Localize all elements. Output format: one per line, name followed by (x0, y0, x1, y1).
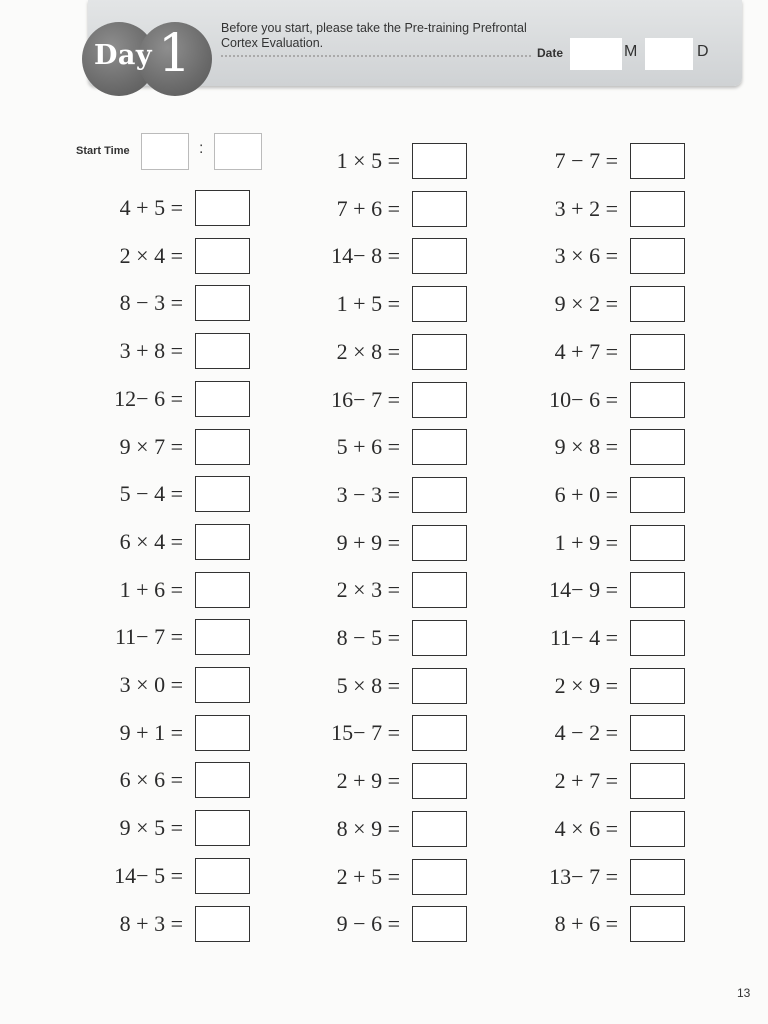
instruction-text: Before you start, please take the Pre-training Prefrontal Cortex Evaluation. (221, 21, 527, 50)
problem-expression: 9 × 8 = (554, 434, 618, 459)
answer-box[interactable] (195, 476, 250, 512)
problem-row (267, 477, 467, 513)
answer-box[interactable] (195, 572, 250, 608)
day-badge (82, 22, 212, 96)
problem-row (485, 525, 685, 561)
date-label: Date (537, 46, 564, 60)
answer-box[interactable] (630, 859, 685, 895)
problem-expression: 9 + 1 = (119, 720, 183, 745)
problem-expression: 1 + 9 = (554, 530, 618, 555)
answer-box[interactable] (412, 429, 467, 465)
date-month-field[interactable] (570, 38, 622, 70)
answer-box[interactable] (630, 382, 685, 418)
problem-row (50, 476, 250, 512)
answer-box[interactable] (412, 238, 467, 274)
answer-box[interactable] (195, 619, 250, 655)
start-time-minute-field[interactable] (214, 133, 262, 170)
problem-row (50, 858, 250, 894)
problem-expression: 2 + 5 = (336, 864, 400, 889)
problem-row (50, 906, 250, 942)
problem-expression: 3 × 6 = (554, 243, 618, 268)
problem-row (485, 477, 685, 513)
problem-expression: 2 × 9 = (554, 673, 618, 698)
answer-box[interactable] (195, 524, 250, 560)
day-number: 1 (158, 24, 192, 84)
start-time-label: Start Time (76, 145, 130, 157)
problem-expression: 1 + 6 = (119, 577, 183, 602)
answer-box[interactable] (412, 763, 467, 799)
answer-box[interactable] (412, 143, 467, 179)
problem-expression: 8 + 3 = (119, 911, 183, 936)
problem-row (267, 572, 467, 608)
answer-box[interactable] (195, 190, 250, 226)
problem-row (50, 285, 250, 321)
page-number: 13 (737, 986, 751, 1000)
problem-expression: 7 + 6 = (336, 196, 400, 221)
problem-expression: 2 + 9 = (336, 768, 400, 793)
answer-box[interactable] (412, 906, 467, 942)
answer-box[interactable] (630, 525, 685, 561)
problem-expression: 4 + 7 = (554, 339, 618, 364)
answer-box[interactable] (195, 906, 250, 942)
date-day-field[interactable] (645, 38, 693, 70)
problem-expression: 3 × 0 = (119, 672, 183, 697)
problem-row (267, 763, 467, 799)
problem-expression: 12− 6 = (114, 386, 183, 411)
problem-expression: 1 + 5 = (336, 291, 400, 316)
problem-expression: 14− 9 = (549, 577, 618, 602)
answer-box[interactable] (195, 667, 250, 703)
problem-expression: 8 × 9 = (336, 816, 400, 841)
answer-box[interactable] (412, 477, 467, 513)
problem-expression: 8 + 6 = (554, 911, 618, 936)
day-unit-label: D (697, 43, 709, 60)
problem-expression: 15− 7 = (331, 720, 400, 745)
answer-box[interactable] (195, 285, 250, 321)
problem-row (485, 859, 685, 895)
problem-row (485, 382, 685, 418)
dotted-divider (221, 55, 531, 57)
problem-row (50, 429, 250, 465)
answer-box[interactable] (630, 715, 685, 751)
problem-expression: 14− 5 = (114, 863, 183, 888)
answer-box[interactable] (412, 572, 467, 608)
answer-box[interactable] (195, 333, 250, 369)
answer-box[interactable] (630, 763, 685, 799)
problem-row (50, 619, 250, 655)
answer-box[interactable] (630, 143, 685, 179)
problem-row (485, 572, 685, 608)
problem-expression: 4 + 5 = (119, 195, 183, 220)
start-time-separator: : (199, 140, 204, 157)
problem-row (267, 811, 467, 847)
answer-box[interactable] (412, 525, 467, 561)
problem-expression: 3 − 3 = (336, 482, 400, 507)
problem-row (267, 715, 467, 751)
problem-expression: 6 × 6 = (119, 767, 183, 792)
problem-row (267, 859, 467, 895)
problem-row (485, 429, 685, 465)
problem-row (485, 238, 685, 274)
problem-row (485, 763, 685, 799)
problem-row (50, 524, 250, 560)
problem-row (485, 191, 685, 227)
problem-row (50, 572, 250, 608)
answer-box[interactable] (630, 811, 685, 847)
answer-box[interactable] (630, 191, 685, 227)
problem-row (50, 715, 250, 751)
problem-expression: 9 × 7 = (119, 434, 183, 459)
problem-expression: 7 − 7 = (554, 148, 618, 173)
problem-expression: 10− 6 = (549, 387, 618, 412)
problem-expression: 6 + 0 = (554, 482, 618, 507)
problem-expression: 4 − 2 = (554, 720, 618, 745)
problem-expression: 16− 7 = (331, 387, 400, 412)
problem-row (485, 715, 685, 751)
problem-expression: 2 × 4 = (119, 243, 183, 268)
answer-box[interactable] (195, 810, 250, 846)
answer-box[interactable] (412, 859, 467, 895)
problem-row (267, 286, 467, 322)
problem-row (267, 906, 467, 942)
problem-expression: 8 − 3 = (119, 290, 183, 315)
answer-box[interactable] (195, 238, 250, 274)
answer-box[interactable] (412, 382, 467, 418)
problem-row (485, 668, 685, 704)
answer-box[interactable] (412, 286, 467, 322)
problem-expression: 6 × 4 = (119, 529, 183, 554)
answer-box[interactable] (630, 429, 685, 465)
problem-expression: 11− 7 = (115, 624, 183, 649)
problem-row (50, 381, 250, 417)
problem-row (50, 810, 250, 846)
problem-row (267, 143, 467, 179)
answer-box[interactable] (195, 762, 250, 798)
problem-expression: 4 × 6 = (554, 816, 618, 841)
problem-row (485, 811, 685, 847)
answer-box[interactable] (412, 811, 467, 847)
problem-row (267, 620, 467, 656)
problem-row (485, 143, 685, 179)
problem-expression: 9 × 5 = (119, 815, 183, 840)
answer-box[interactable] (412, 334, 467, 370)
problem-expression: 1 × 5 = (336, 148, 400, 173)
day-word: Day (94, 40, 153, 71)
answer-box[interactable] (412, 668, 467, 704)
problem-row (485, 906, 685, 942)
answer-box[interactable] (630, 620, 685, 656)
problem-row (485, 286, 685, 322)
problem-row (267, 334, 467, 370)
answer-box[interactable] (195, 715, 250, 751)
problem-row (50, 238, 250, 274)
problem-row (267, 429, 467, 465)
answer-box[interactable] (630, 334, 685, 370)
answer-box[interactable] (195, 858, 250, 894)
problem-expression: 2 × 3 = (336, 577, 400, 602)
answer-box[interactable] (630, 572, 685, 608)
problem-row (267, 191, 467, 227)
answer-box[interactable] (195, 381, 250, 417)
problem-expression: 9 + 9 = (336, 530, 400, 555)
answer-box[interactable] (630, 906, 685, 942)
answer-box[interactable] (630, 286, 685, 322)
problem-expression: 13− 7 = (549, 864, 618, 889)
problem-row (267, 668, 467, 704)
problem-row (50, 190, 250, 226)
problem-expression: 5 + 6 = (336, 434, 400, 459)
problem-expression: 2 × 8 = (336, 339, 400, 364)
month-unit-label: M (624, 43, 638, 60)
start-time-hour-field[interactable] (141, 133, 189, 170)
answer-box[interactable] (195, 429, 250, 465)
answer-box[interactable] (412, 620, 467, 656)
answer-box[interactable] (630, 668, 685, 704)
problem-expression: 3 + 2 = (554, 196, 618, 221)
answer-box[interactable] (412, 191, 467, 227)
problem-expression: 8 − 5 = (336, 625, 400, 650)
problem-expression: 14− 8 = (331, 243, 400, 268)
answer-box[interactable] (630, 238, 685, 274)
problem-row (50, 667, 250, 703)
problem-row (267, 238, 467, 274)
answer-box[interactable] (630, 477, 685, 513)
problem-row (485, 334, 685, 370)
problem-expression: 11− 4 = (550, 625, 618, 650)
problem-expression: 2 + 7 = (554, 768, 618, 793)
problem-row (50, 762, 250, 798)
problem-row (50, 333, 250, 369)
problem-expression: 3 + 8 = (119, 338, 183, 363)
problem-expression: 5 × 8 = (336, 673, 400, 698)
problem-row (267, 382, 467, 418)
problem-expression: 9 − 6 = (336, 911, 400, 936)
problem-expression: 9 × 2 = (554, 291, 618, 316)
answer-box[interactable] (412, 715, 467, 751)
problem-row (485, 620, 685, 656)
problem-expression: 5 − 4 = (119, 481, 183, 506)
problem-row (267, 525, 467, 561)
